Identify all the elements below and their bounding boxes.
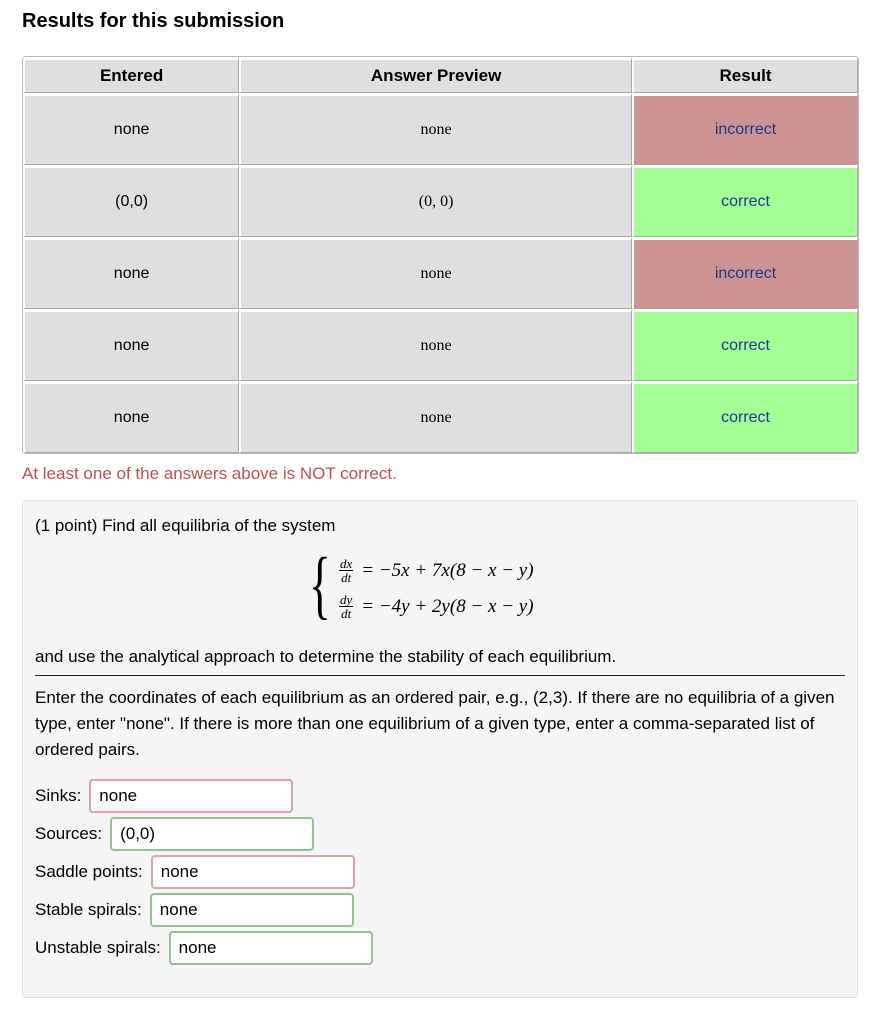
page-title: Results for this submission [22, 10, 285, 32]
problem-intro: (1 point) Find all equilibria of the system [35, 516, 336, 535]
header-entered: Entered [23, 57, 239, 93]
fraction-numerator: dx [340, 556, 353, 571]
header-answer-preview: Answer Preview [239, 57, 632, 93]
preview-cell: none [239, 93, 632, 165]
answer-row-sources [35, 817, 314, 851]
analysis-text: and use the analytical approach to determine the stability of each equilibrium. [35, 647, 617, 666]
result-cell: correct [632, 309, 858, 381]
answer-row-unstable-spirals [35, 931, 373, 965]
equation-system [303, 543, 603, 633]
answer-label: Stable spirals: [35, 900, 142, 919]
fraction-dx-dt [339, 557, 353, 584]
table-row [23, 381, 858, 453]
equation-rhs: = −5x + 7x(8 − x − y) [361, 559, 534, 581]
table-row [23, 237, 858, 309]
answer-row-stable-spirals [35, 893, 354, 927]
preview-cell: (0, 0) [239, 165, 632, 237]
table-row [23, 93, 858, 165]
results-table [22, 56, 859, 454]
entered-cell: none [23, 309, 239, 381]
answer-label: Saddle points: [35, 862, 143, 881]
entered-cell: (0,0) [23, 165, 239, 237]
table-row [23, 309, 858, 381]
answer-row-sinks [35, 779, 293, 813]
fraction-numerator: dy [340, 592, 353, 607]
answer-row-saddle-points [35, 855, 355, 889]
table-header-row [23, 57, 858, 93]
table-row [23, 165, 858, 237]
result-cell: incorrect [632, 237, 858, 309]
result-cell: correct [632, 381, 858, 453]
answer-label: Sources: [35, 824, 103, 843]
header-result: Result [632, 57, 858, 93]
problem-box [22, 500, 858, 998]
entered-cell: none [23, 381, 239, 453]
divider [35, 675, 845, 676]
fraction-dy-dt [339, 593, 353, 620]
sources-input[interactable] [110, 817, 314, 851]
result-cell: correct [632, 165, 858, 237]
entered-cell: none [23, 93, 239, 165]
equation-dx [339, 557, 534, 584]
answer-label: Unstable spirals: [35, 938, 161, 957]
unstable-spirals-input[interactable] [169, 931, 373, 965]
status-message: At least one of the answers above is NOT correct. [22, 464, 397, 483]
saddle-points-input[interactable] [151, 855, 355, 889]
preview-cell: none [239, 309, 632, 381]
preview-cell: none [239, 381, 632, 453]
entered-cell: none [23, 237, 239, 309]
answer-label: Sinks: [35, 786, 82, 805]
equation-dy [339, 593, 534, 620]
result-cell: incorrect [632, 93, 858, 165]
left-brace-icon: { [309, 543, 331, 627]
stable-spirals-input[interactable] [150, 893, 354, 927]
instructions-text: Enter the coordinates of each equilibrium as an ordered pair, e.g., (2,3). If there are no equilibria of a given type, enter "none". If there is more than one equilibrium of a given type, enter a comma-separated list of ordered pairs. [35, 688, 835, 759]
preview-cell: none [239, 237, 632, 309]
fraction-denominator: dt [341, 570, 352, 585]
sinks-input[interactable] [89, 779, 293, 813]
equation-rhs: = −4y + 2y(8 − x − y) [361, 595, 534, 617]
fraction-denominator: dt [341, 606, 352, 621]
